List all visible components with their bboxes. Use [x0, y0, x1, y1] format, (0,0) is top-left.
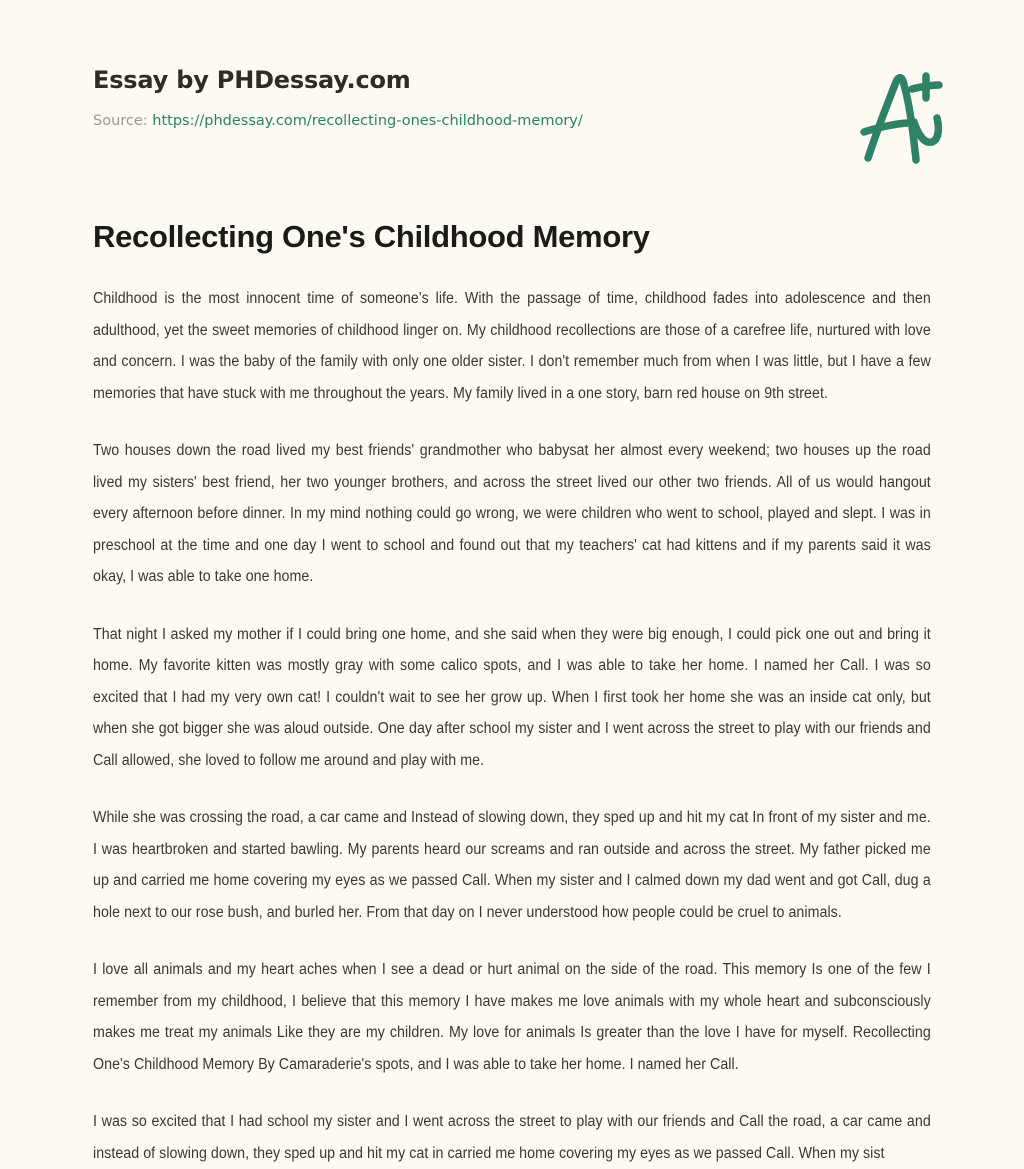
paragraph: That night I asked my mother if I could bring one home, and she said when they were big enough, I could pick one out and bring it home. My favorite kitten was mostly gray with some calico spots, and I was able to take her home. I named her Call. I was so excited that I had my very own cat! I couldn't wait to see her grow up. When I first took her home she was an inside cat only, but when she got bigger she was aloud outside. One day after school my sister and I went across the street to play with our friends and Call allowed, she loved to follow me around and play with me.	[93, 625, 931, 769]
page-header	[93, 66, 952, 176]
paragraph: While she was crossing the road, a car came and Instead of slowing down, they sped up and hit my cat In front of my sister and me. I was heartbroken and started bawling. My parents heard our screams and ran outside and across the street. My father picked me up and carried me home covering my eyes as we passed Call. When my sister and I calmed down my dad went and got Call, dug a hole next to our rose bush, and burled her. From that day on I never understood how people could be cruel to animals.	[93, 809, 931, 921]
source-label: Source:	[93, 112, 148, 129]
paragraph: Childhood is the most innocent time of someone's life. With the passage of time, childhood fades into adolescence and then adulthood, yet the sweet memories of childhood linger on. My childhood recollections are those of a carefree life, nurtured with love and concern. I was the baby of the family with only one older sister. I don't remember much from when I was little, but I have a few memories that have stuck with me throughout the years. My family lived in a one story, barn red house on 9th street.	[93, 290, 931, 402]
paragraph: I was so excited that I had school my sister and I went across the street to play with our friends and Call the road, a car came and instead of slowing down, they sped up and hit my cat in carried me home covering my eyes as we passed Call. When my sist	[93, 1113, 931, 1162]
brand-title: Essay by PHDessay.com	[93, 66, 411, 94]
essay-body	[93, 283, 931, 1162]
paragraph: I love all animals and my heart aches when I see a dead or hurt animal on the side of the road. This memory Is one of the few I remember from my childhood, I believe that this memory I have makes me love animals with my whole heart and subconsciously makes me treat my animals Like they are my children. My love for animals Is greater than the love I have for myself. Recollecting One's Childhood Memory By Camaraderie's spots, and I was able to take her home. I named her Call.	[93, 961, 931, 1073]
paragraph: Two houses down the road lived my best friends' grandmother who babysat her almost every weekend; two houses up the road lived my sisters' best friend, her two younger brothers, and across the street lived our other two friends. All of us would hangout every afternoon before dinner. In my mind nothing could go wrong, we were children who went to school, played and slept. I was in preschool at the time and one day I went to school and found out that my teachers' cat had kittens and if my parents said it was okay, I was able to take one home.	[93, 442, 931, 585]
a-plus-handwritten-logo	[844, 62, 952, 168]
page-title: Recollecting One's Childhood Memory	[93, 219, 650, 254]
source-url-link[interactable]: https://phdessay.com/recollecting-ones-childhood-memory/	[152, 112, 583, 129]
source-line	[93, 112, 952, 131]
